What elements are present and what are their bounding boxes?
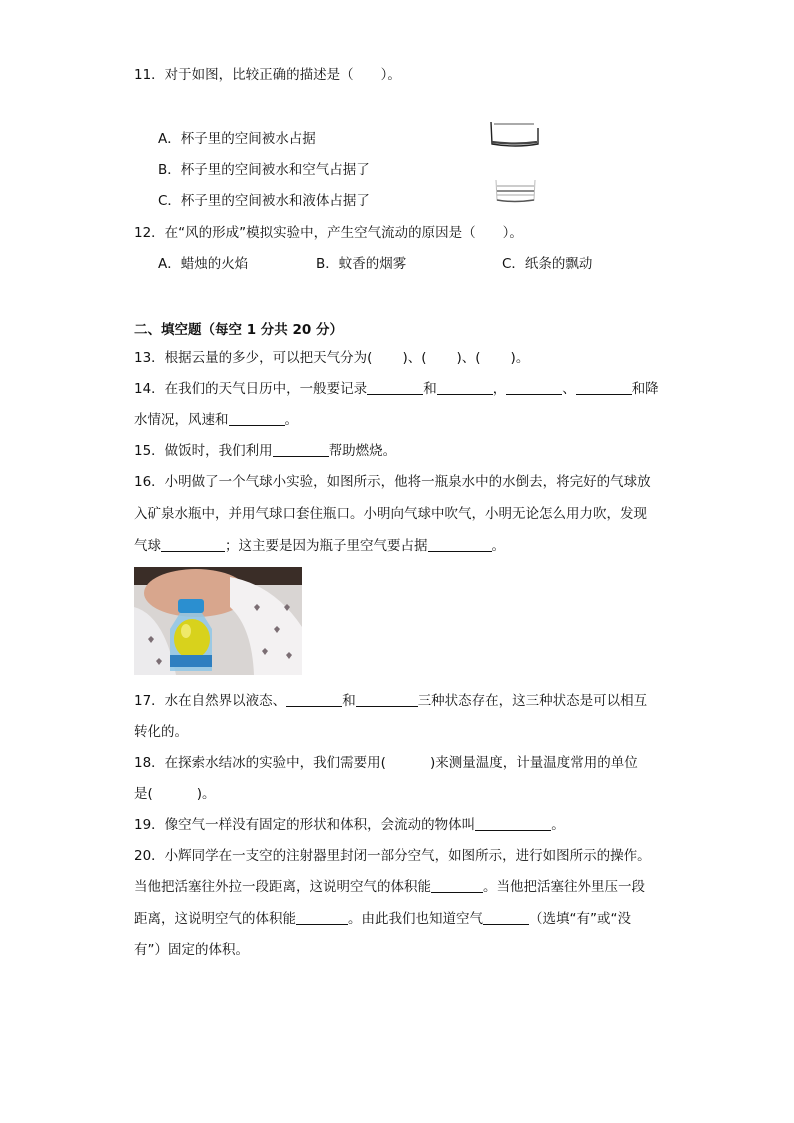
water-cup-figure: [494, 178, 538, 204]
q16-text-c: 。: [491, 538, 505, 554]
section-title-fill-blank: 二、填空题（每空 1 分共 20 分）: [134, 322, 343, 338]
q15-text-b: 帮助燃烧。: [328, 443, 397, 459]
q17-line-1: [134, 692, 647, 710]
q13-prefix: 13．根据云量的多少，可以把天气分为(: [134, 350, 373, 366]
q13-sep-1: )、(: [402, 350, 427, 366]
q11-stem: 11．对于如图，比较正确的描述是（ ）。: [134, 67, 401, 83]
q16-line-3: [134, 537, 505, 555]
q14-text-c: ，: [492, 381, 507, 397]
q14-text-g: 。: [284, 412, 298, 428]
q19-text-a: 19．像空气一样没有固定的形状和体积，会流动的物体叫: [134, 817, 476, 833]
q14-line-2: [134, 411, 298, 429]
q20-text-e: （选填“有”或“没: [529, 911, 631, 927]
q12-option-c[interactable]: C．纸条的飘动: [502, 256, 593, 272]
q19-blank[interactable]: [475, 816, 551, 831]
balloon-bottle-photo: [134, 567, 302, 675]
q18-text-b: )来测量温度，计量温度常用的单位: [429, 755, 638, 771]
q13-sep-2: )、(: [456, 350, 481, 366]
q12-option-b[interactable]: B．蚊香的烟雾: [316, 256, 407, 272]
q18-text-d: )。: [196, 786, 216, 802]
q14-blank-2[interactable]: [437, 380, 493, 395]
q14-text-d: 、: [562, 381, 576, 397]
q16-blank-2[interactable]: [428, 537, 492, 552]
q18-line-2: [134, 785, 216, 803]
q20-text-d: 。由此我们也知道空气: [348, 911, 483, 927]
q20-text-b: 。当他把活塞往外里压一段: [483, 879, 645, 895]
q14-blank-4[interactable]: [576, 380, 632, 395]
q14-blank-5[interactable]: [229, 411, 285, 426]
q15-line: [134, 442, 396, 460]
q17-line-2: 转化的。: [134, 724, 188, 740]
q20-line-1: 20．小辉同学在一支空的注射器里封闭一部分空气，如图所示，进行如图所示的操作。: [134, 848, 651, 864]
q20-text-c: 距离，这说明空气的体积能: [134, 911, 296, 927]
q20-line-3: [134, 910, 631, 928]
q11-option-b[interactable]: B．杯子里的空间被水和空气占据了: [158, 162, 370, 178]
q20-line-4: 有”）固定的体积。: [134, 942, 249, 958]
q13-end: )。: [510, 350, 530, 366]
q17-text-b: 和: [342, 693, 356, 709]
q20-blank-1[interactable]: [431, 878, 483, 893]
q14-line-1: [134, 380, 659, 398]
empty-cup-figure: [488, 118, 544, 152]
q12-option-a[interactable]: A．蜡烛的火焰: [158, 256, 249, 272]
q14-text-f: 水情况，风速和: [134, 412, 229, 428]
q16-line-1: 16．小明做了一个气球小实验，如图所示，他将一瓶泉水中的水倒去，将完好的气球放: [134, 474, 651, 490]
q12-stem: 12．在“风的形成”模拟实验中，产生空气流动的原因是（ ）。: [134, 225, 523, 241]
q16-line-2: 入矿泉水瓶中，并用气球口套住瓶口。小明向气球中吹气，小明无论怎么用力吹，发现: [134, 506, 647, 522]
q18-text-c: 是(: [134, 786, 153, 802]
q14-text-b: 和: [423, 381, 437, 397]
q14-blank-3[interactable]: [506, 380, 562, 395]
q20-text-a: 当他把活塞往外拉一段距离，这说明空气的体积能: [134, 879, 431, 895]
q20-blank-3[interactable]: [483, 910, 529, 925]
q15-text-a: 15．做饭时，我们利用: [134, 443, 273, 459]
q15-blank[interactable]: [273, 442, 329, 457]
q17-blank-1[interactable]: [286, 692, 342, 707]
q16-blank-1[interactable]: [161, 537, 225, 552]
q14-text-a: 14．在我们的天气日历中，一般要记录: [134, 381, 368, 397]
q16-text-a: 气球: [134, 538, 161, 554]
q17-text-c: 三种状态存在，这三种状态是可以相互: [417, 693, 648, 709]
q14-blank-1[interactable]: [367, 380, 423, 395]
q18-line-1: [134, 754, 638, 772]
q18-text-a: 18．在探索水结冰的实验中，我们需要用(: [134, 755, 386, 771]
q11-option-a[interactable]: A．杯子里的空间被水占据: [158, 131, 316, 147]
q11-option-c[interactable]: C．杯子里的空间被水和液体占据了: [158, 193, 370, 209]
q20-line-2: [134, 878, 645, 896]
q17-blank-2[interactable]: [356, 692, 418, 707]
q19-text-b: 。: [551, 817, 565, 833]
q19-line: [134, 816, 565, 834]
q17-text-a: 17．水在自然界以液态、: [134, 693, 287, 709]
q14-text-e: 和降: [631, 381, 659, 397]
q13-line: [134, 349, 529, 367]
q20-blank-2[interactable]: [296, 910, 348, 925]
q16-text-b: ；这主要是因为瓶子里空气要占据: [225, 538, 428, 554]
